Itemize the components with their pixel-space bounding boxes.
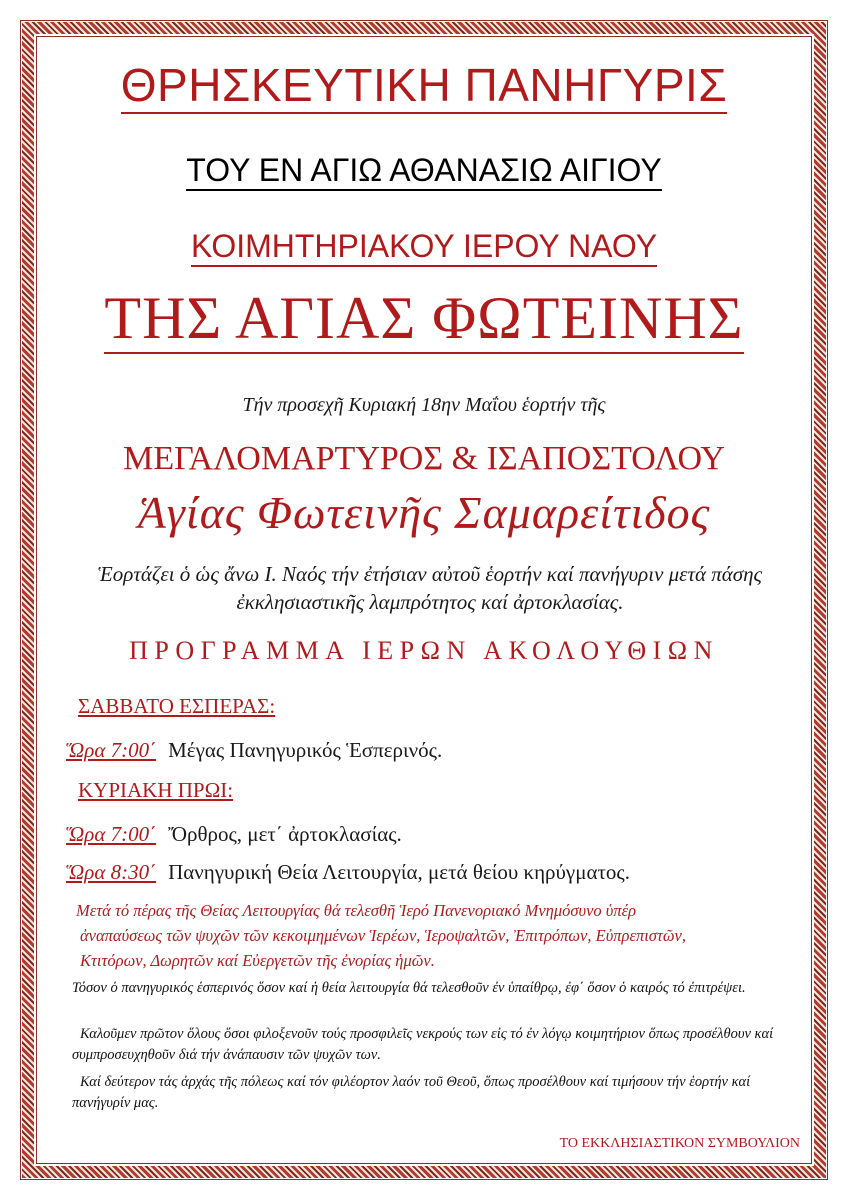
saturday-heading: ΣΑΒΒΑΤΟ ΕΣΠΕΡΑΣ: xyxy=(78,694,276,718)
intro-paragraph: Ἑορτάζει ὁ ὡς ἄνω Ι. Ναός τήν ἐτήσιαν αὐτοῦ ἑορτήν καί πανήγυριν μετά πάσης ἐκκλησιαστικῆς λαμπρότητος καί ἀρτοκλασίας. xyxy=(97,562,763,614)
schedule-row xyxy=(66,822,402,847)
poster-title: ΘΡΗΣΚΕΥΤΙΚΗ ΠΑΝΗΓΥΡΙΣ xyxy=(0,58,848,112)
sunday-heading: ΚΥΡΙΑΚΗ ΠΡΩΙ: xyxy=(78,778,234,802)
schedule-text: Πανηγυρική Θεία Λειτουργία, μετά θείου κηρύγματος. xyxy=(168,860,630,884)
schedule-row xyxy=(66,738,442,763)
schedule-time: Ὥρα 7:00΄ xyxy=(66,822,157,846)
schedule-row xyxy=(66,860,630,885)
memorial-line: ἀναπαύσεως τῶν ψυχῶν τῶν κεκοιμημένων Ἱερέων, Ἱεροψαλτῶν, Ἐπιτρόπων, Εὐπρεπιστῶν, xyxy=(80,926,686,945)
schedule-time: Ὥρα 8:30΄ xyxy=(66,860,157,884)
memorial-line: Κτιτόρων, Δωρητῶν καί Εὐεργετῶν τῆς ἐνορίας ἡμῶν. xyxy=(80,951,435,970)
memorial-line: Μετά τό πέρας τῆς Θείας Λειτουργίας θά τελεσθῆ Ἱερό Πανενοριακό Μνημόσυνο ὑπέρ xyxy=(76,901,637,920)
church-location-heading: ΤΟΥ ΕΝ ΑΓΙΩ ΑΘΑΝΑΣΙΩ ΑΙΓΙΟΥ xyxy=(0,152,848,189)
church-type-heading: ΚΟΙΜΗΤΗΡΙΑΚΟΥ ΙΕΡΟΥ ΝΑΟΥ xyxy=(0,228,848,265)
church-name-heading: ΤΗΣ ΑΓΙΑΣ ΦΩΤΕΙΝΗΣ xyxy=(0,284,848,353)
date-line: Τήν προσεχῆ Κυριακή 18ην Μαΐου ἑορτήν τῆς xyxy=(242,394,606,416)
program-heading: ΠΡΟΓΡΑΜΜΑ ΙΕΡΩΝ ΑΚΟΛΟΥΘΙΩΝ xyxy=(129,636,719,665)
schedule-text: Μέγας Πανηγυρικός Ἑσπερινός. xyxy=(168,738,443,762)
saint-name: Ἁγίας Φωτεινῆς Σαμαρείτιδος xyxy=(137,487,711,538)
schedule-time: Ὥρα 7:00΄ xyxy=(66,738,157,762)
invitation-note-2: Καί δεύτερον τάς ἀρχάς τῆς πόλεως καί τόν φιλέορτον λαόν τοῦ Θεοῦ, ὅπως προσέλθουν καί τιμήσουν τήν ἑορτήν καί πανήγυρίν μας. xyxy=(72,1074,751,1111)
schedule-text: Ὄρθρος, μετ΄ ἀρτοκλασίας. xyxy=(168,822,402,846)
signature: ΤΟ ΕΚΚΛΗΣΙΑΣΤΙΚΟΝ ΣΥΜΒΟΥΛΙΟΝ xyxy=(559,1136,800,1151)
memorial-notice xyxy=(76,898,806,973)
martyr-title: ΜΕΓΑΛΟΜΑΡΤΥΡΟΣ & ΙΣΑΠΟΣΤΟΛΟΥ xyxy=(123,440,725,477)
outdoor-note: Τόσον ὁ πανηγυρικός ἑσπερινός ὅσον καί ἡ θεία λειτουργία θά τελεσθοῦν ἐν ὑπαίθρῳ, ἐφ΄ ὅσον ὁ καιρός τό ἐπιτρέψει. xyxy=(72,980,746,996)
invitation-note-1: Καλοῦμεν πρῶτον ὅλους ὅσοι φιλοξενοῦν τούς προσφιλεῖς νεκρούς των εἰς τό ἐν λόγῳ κοιμητήριον ὅπως προσέλθουν καί συμπροσευχηθοῦν διά τήν ἀνάπαυσιν τῶν ψυχῶν των. xyxy=(72,1026,774,1063)
